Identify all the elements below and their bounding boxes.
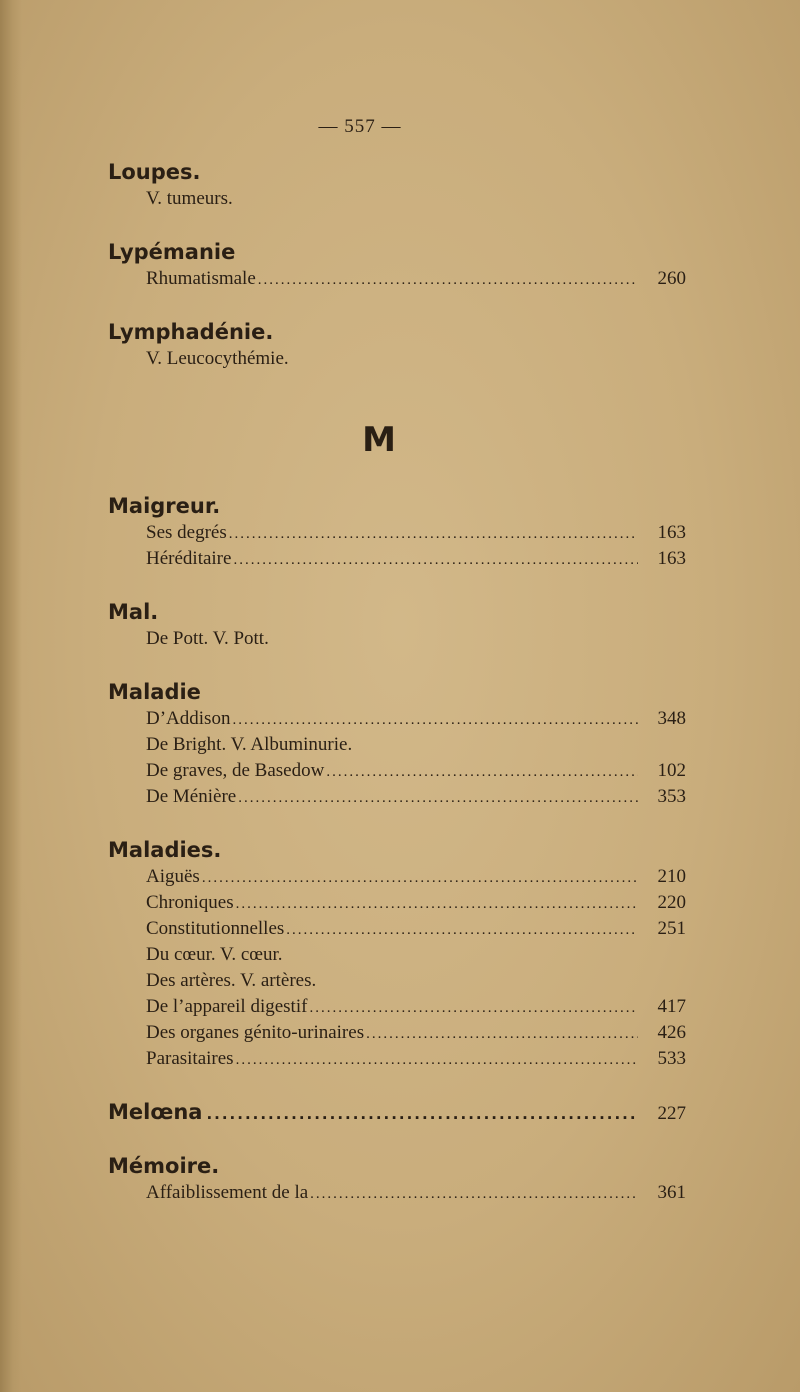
page-reference: 163	[657, 548, 686, 569]
sub-entry-label: D’Addison	[146, 708, 231, 729]
sub-entry-crossref: V. tumeurs.	[146, 188, 233, 209]
sub-entry	[108, 864, 686, 890]
sub-entry-label: Chroniques	[146, 892, 234, 913]
sub-entry-label: Des organes génito-urinaires	[146, 1022, 365, 1043]
page-reference: 210	[657, 866, 686, 887]
page-spine-shadow	[0, 0, 22, 1392]
sub-entry-crossref: De Pott. V. Pott.	[146, 628, 269, 649]
sub-entry	[108, 1046, 686, 1072]
entry-gap	[108, 572, 668, 598]
sub-entry-crossref: Du cœur. V. cœur.	[146, 944, 283, 965]
sub-entry-label: Constitutionnelles	[146, 918, 285, 939]
sub-entry-label: Rhumatismale	[146, 268, 256, 289]
page-reference: 348	[657, 708, 686, 729]
page-reference: 353	[657, 786, 686, 807]
leader-dots	[310, 1181, 638, 1207]
entry-heading: Melœna	[108, 1100, 203, 1124]
sub-entry-label: Ses degrés	[146, 522, 227, 543]
index-after	[108, 492, 686, 1206]
leader-dots	[258, 267, 638, 293]
sub-entry-label: De Ménière	[146, 786, 237, 807]
sub-entry	[108, 1180, 686, 1206]
sub-entry-label: Héréditaire	[146, 548, 232, 569]
page-number: — 557 —	[318, 116, 402, 137]
entry-gap	[108, 1072, 668, 1098]
page-reference: 220	[657, 892, 686, 913]
entry-heading: Lymphadénie.	[108, 320, 274, 344]
page-reference: 163	[657, 522, 686, 543]
entry-gap	[108, 1126, 668, 1152]
sub-entry-label: De l’appareil digestif	[146, 996, 308, 1017]
index-entry	[108, 318, 668, 372]
index-entry	[108, 492, 686, 572]
leader-dots	[366, 1021, 638, 1047]
index-before	[108, 158, 686, 372]
index-entry	[108, 1152, 686, 1206]
page-reference: 251	[657, 918, 686, 939]
entry-heading-with-page	[108, 1098, 686, 1126]
sub-entry-label: Affaiblissement de la	[146, 1182, 309, 1203]
leader-dots	[236, 891, 638, 917]
sub-entry	[108, 706, 686, 732]
sub-entry-label: De graves, de Basedow	[146, 760, 325, 781]
sub-entry	[108, 266, 686, 292]
index-entry	[108, 836, 686, 1072]
leader-dots	[286, 917, 638, 943]
section-letter: M	[362, 420, 398, 460]
sub-entry-label: Aiguës	[146, 866, 200, 887]
page-reference: 227	[657, 1103, 686, 1124]
page-reference: 426	[657, 1022, 686, 1043]
leader-dots	[233, 547, 638, 573]
entry-gap	[108, 652, 668, 678]
page-reference: 361	[657, 1182, 686, 1203]
sub-entry	[108, 546, 686, 572]
leader-dots	[229, 521, 638, 547]
sub-entry	[108, 994, 686, 1020]
sub-entry	[108, 784, 686, 810]
sub-entry	[108, 520, 686, 546]
index-entry	[108, 678, 686, 810]
sub-entry-crossref: Des artères. V. artères.	[146, 970, 317, 991]
page-reference: 102	[657, 760, 686, 781]
entry-heading: Lypémanie	[108, 240, 236, 264]
leader-dots	[206, 1100, 638, 1128]
leader-dots	[326, 759, 638, 785]
index-entry	[108, 238, 686, 292]
sub-entry	[108, 758, 686, 784]
entry-gap	[108, 810, 668, 836]
page-reference: 533	[657, 1048, 686, 1069]
index-entry	[108, 1098, 686, 1126]
sub-entry	[108, 1020, 686, 1046]
entry-heading: Maladie	[108, 680, 201, 704]
index-entry	[108, 598, 668, 652]
leader-dots	[238, 785, 638, 811]
entry-heading: Maladies.	[108, 838, 222, 862]
sub-entry-label: Parasitaires	[146, 1048, 234, 1069]
leader-dots	[236, 1047, 638, 1073]
entry-heading: Mémoire.	[108, 1154, 220, 1178]
leader-dots	[202, 865, 638, 891]
leader-dots	[232, 707, 638, 733]
entry-gap	[108, 292, 668, 318]
entry-heading: Maigreur.	[108, 494, 221, 518]
sub-entry-crossref: De Bright. V. Albuminurie.	[146, 734, 353, 755]
entry-heading: Mal.	[108, 600, 159, 624]
page-reference: 260	[657, 268, 686, 289]
sub-entry	[108, 916, 686, 942]
sub-entry	[108, 890, 686, 916]
entry-gap	[108, 212, 668, 238]
page-reference: 417	[657, 996, 686, 1017]
leader-dots	[309, 995, 638, 1021]
index-entry	[108, 158, 668, 212]
entry-heading: Loupes.	[108, 160, 201, 184]
sub-entry-crossref: V. Leucocythémie.	[146, 348, 289, 369]
